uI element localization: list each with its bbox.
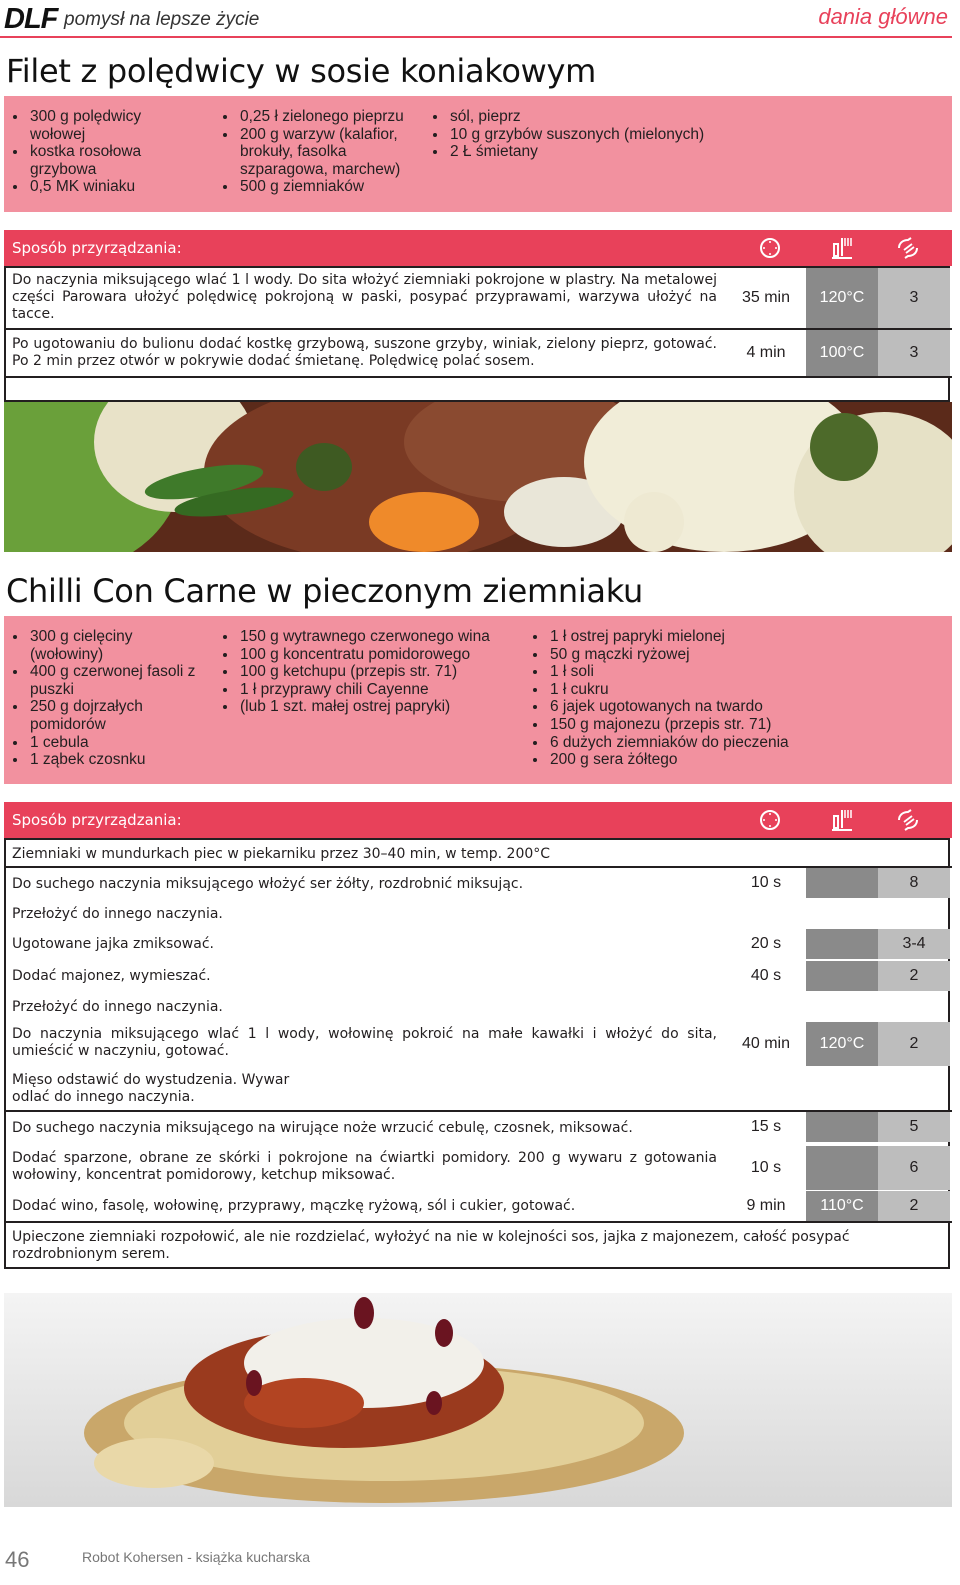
ingredient-item: • sól, pieprz bbox=[448, 108, 768, 126]
method-label: Sposób przyrządzania: bbox=[12, 239, 182, 257]
thermometer-icon bbox=[828, 234, 856, 262]
ingredient-item: • kostka rosołowa grzybowa bbox=[28, 143, 198, 178]
step-speed: 6 bbox=[878, 1146, 950, 1190]
step-temperature bbox=[806, 868, 878, 898]
step-text: Przełożyć do innego naczynia. bbox=[12, 999, 223, 1015]
timer-icon bbox=[756, 806, 784, 834]
speed-icon bbox=[894, 806, 922, 834]
ingredient-item: • 1 ł przyprawy chili Cayenne bbox=[238, 681, 538, 699]
method-header bbox=[4, 802, 952, 838]
step-speed: 3 bbox=[878, 268, 950, 328]
step-text: Dodać sparzone, obrane ze skórki i pokrojone na ćwiartki pomidory. 200 g wywaru z gotowania wołowiny, koncentrat pomidorowy, ketchup miksować. bbox=[12, 1150, 717, 1183]
step-speed: 2 bbox=[878, 1191, 950, 1221]
recipe-title: Chilli Con Carne w pieczonym ziemniaku bbox=[6, 572, 643, 610]
step-temperature: 120°C bbox=[806, 268, 878, 328]
ingredient-item: • 200 g sera żółtego bbox=[548, 751, 868, 769]
step-temperature: 110°C bbox=[806, 1191, 878, 1221]
step-speed: 3 bbox=[878, 330, 950, 376]
ingredient-item: • 1 ł ostrej papryki mielonej bbox=[548, 628, 868, 646]
step-time: 20 s bbox=[726, 929, 806, 959]
dish-photo bbox=[4, 402, 952, 552]
ingredient-item: • 0,5 MK winiaku bbox=[28, 178, 198, 196]
step-text: Przełożyć do innego naczynia. bbox=[12, 906, 223, 922]
method-step bbox=[4, 904, 952, 926]
step-text: Do suchego naczynia miksującego na wirujące noże wrzucić cebulę, czosnek, miksować. bbox=[12, 1120, 633, 1136]
ingredient-item: • 0,25 ł zielonego pieprzu bbox=[238, 108, 438, 126]
recipe-title: Filet z polędwicy w sosie koniakowym bbox=[6, 52, 596, 90]
brand-logo: DLF bbox=[4, 3, 58, 35]
step-speed: 8 bbox=[878, 868, 950, 898]
ingredient-item: • 100 g ketchupu (przepis str. 71) bbox=[238, 663, 538, 681]
step-text: Dodać majonez, wymieszać. bbox=[12, 968, 211, 984]
step-time: 10 s bbox=[726, 868, 806, 898]
ingredient-item: • 200 g warzyw (kalafior, brokuły, fasolka szparagowa, marchew) bbox=[238, 126, 438, 179]
brand-slogan: pomysł na lepsze życie bbox=[64, 9, 260, 30]
method-header bbox=[4, 230, 952, 266]
step-text: Upieczone ziemniaki rozpołowić, ale nie rozdzielać, wyłożyć na nie w kolejności sos, jajka z majonezem, całość posypać rozdrobnionym serem. bbox=[12, 1229, 850, 1262]
ingredient-item: • 250 g dojrzałych pomidorów bbox=[28, 698, 208, 733]
step-temperature bbox=[806, 961, 878, 991]
ingredients-column bbox=[218, 628, 538, 716]
ingredient-item: • 6 dużych ziemniaków do pieczenia bbox=[548, 734, 868, 752]
dish-photo bbox=[4, 1293, 952, 1507]
step-temperature: 120°C bbox=[806, 1022, 878, 1066]
ingredients-column bbox=[8, 108, 198, 196]
header-divider bbox=[0, 36, 952, 38]
ingredient-item: • 400 g czerwonej fasoli z puszki bbox=[28, 663, 208, 698]
step-text: Mięso odstawić do wystudzenia. Wywar odlać do innego naczynia. bbox=[12, 1072, 290, 1105]
ingredient-item: • 500 g ziemniaków bbox=[238, 178, 438, 196]
step-text: Do naczynia miksującego wlać 1 l wody. Do sita włożyć ziemniaki pokrojone w plastry. Na metalowej części Parowara ułożyć polędwicę pokrojoną w paski, posypać przyprawami, warzywa ułożyć na tacce. bbox=[12, 272, 717, 322]
ingredient-item: • 150 g majonezu (przepis str. 71) bbox=[548, 716, 868, 734]
ingredient-item: • 2 Ł śmietany bbox=[448, 143, 768, 161]
step-temperature: 100°C bbox=[806, 330, 878, 376]
ingredient-item: • 50 g mączki ryżowej bbox=[548, 646, 868, 664]
ingredients-panel bbox=[4, 96, 952, 212]
step-time: 10 s bbox=[726, 1146, 806, 1190]
ingredient-item: • 10 g grzybów suszonych (mielonych) bbox=[448, 126, 768, 144]
method-step bbox=[4, 997, 952, 1019]
step-time: 15 s bbox=[726, 1112, 806, 1142]
step-speed: 2 bbox=[878, 961, 950, 991]
thermometer-icon bbox=[828, 806, 856, 834]
step-text: Ugotowane jajka zmiksować. bbox=[12, 936, 214, 952]
ingredients-column bbox=[218, 108, 438, 196]
ingredient-item: • 1 cebula bbox=[28, 734, 208, 752]
row-divider bbox=[4, 376, 952, 378]
speed-icon bbox=[894, 234, 922, 262]
method-step bbox=[4, 1227, 952, 1267]
step-time: 40 min bbox=[726, 1022, 806, 1066]
ingredient-item: • 150 g wytrawnego czerwonego wina bbox=[238, 628, 538, 646]
ingredients-panel bbox=[4, 616, 952, 784]
step-speed: 5 bbox=[878, 1112, 950, 1142]
ingredient-item: • (lub 1 szt. małej ostrej papryki) bbox=[238, 698, 538, 716]
ingredients-column bbox=[8, 628, 208, 769]
step-text: Po ugotowaniu do bulionu dodać kostkę grzybową, suszone grzyby, winiak, zielony pieprz, gotować. Po 2 min przez otwór w pokrywie dodać śmietanę. Polędwicę polać sosem. bbox=[12, 336, 717, 369]
method-step bbox=[4, 844, 952, 866]
dish-photo-graphic bbox=[4, 1293, 952, 1507]
category-label: dania główne bbox=[818, 4, 948, 29]
footer-text: Robot Kohersen - książka kucharska bbox=[82, 1549, 310, 1565]
ingredient-item: • 6 jajek ugotowanych na twardo bbox=[548, 698, 868, 716]
step-time: 35 min bbox=[726, 268, 806, 328]
ingredient-item: • 300 g polędwicy wołowej bbox=[28, 108, 198, 143]
step-speed: 2 bbox=[878, 1022, 950, 1066]
ingredient-item: • 300 g cielęciny (wołowiny) bbox=[28, 628, 208, 663]
ingredients-column bbox=[528, 628, 868, 769]
page-number: 46 bbox=[5, 1547, 30, 1572]
step-temperature bbox=[806, 929, 878, 959]
step-text: Do suchego naczynia miksującego włożyć ser żółty, rozdrobnić miksując. bbox=[12, 876, 524, 892]
method-step bbox=[4, 1070, 952, 1110]
ingredients-column bbox=[428, 108, 768, 161]
ingredient-item: • 1 ł cukru bbox=[548, 681, 868, 699]
step-speed: 3-4 bbox=[878, 929, 950, 959]
step-text: Dodać wino, fasolę, wołowinę, przyprawy, mączkę ryżową, sól i cukier, gotować. bbox=[12, 1198, 576, 1214]
step-time: 9 min bbox=[726, 1191, 806, 1221]
dish-photo-graphic bbox=[4, 402, 952, 552]
step-text: Ziemniaki w mundurkach piec w piekarniku przez 30–40 min, w temp. 200°C bbox=[12, 846, 551, 862]
ingredient-item: • 100 g koncentratu pomidorowego bbox=[238, 646, 538, 664]
ingredient-item: • 1 ł soli bbox=[548, 663, 868, 681]
method-label: Sposób przyrządzania: bbox=[12, 811, 182, 829]
row-divider bbox=[4, 1221, 952, 1223]
ingredient-item: • 1 ząbek czosnku bbox=[28, 751, 208, 769]
step-temperature bbox=[806, 1112, 878, 1142]
step-time: 4 min bbox=[726, 330, 806, 376]
timer-icon bbox=[756, 234, 784, 262]
step-text: Do naczynia miksującego wlać 1 l wody, wołowinę pokroić na małe kawałki i włożyć do sita, umieścić w naczyniu, gotować. bbox=[12, 1026, 717, 1059]
step-temperature bbox=[806, 1146, 878, 1190]
step-time: 40 s bbox=[726, 961, 806, 991]
